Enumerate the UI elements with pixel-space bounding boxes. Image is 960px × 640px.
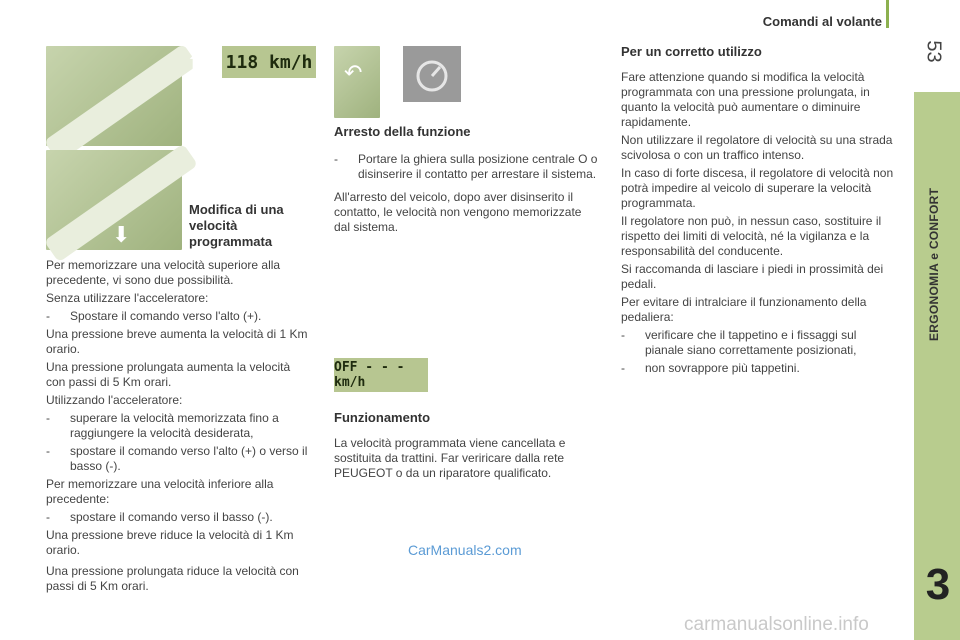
chapter-number: 3 [925, 560, 951, 609]
page-number: 53 [922, 40, 945, 63]
col3-correct-use [621, 44, 895, 379]
col1-paragraph: Senza utilizzare l'acceleratore: [46, 291, 209, 305]
list-item: - Spostare il comando verso l'alto (+). [46, 309, 262, 323]
col1-heading: Modifica di una velocità programmata [189, 202, 284, 249]
list-item: - non sovrappore più tappetini. [621, 361, 800, 375]
col1-body [46, 258, 312, 597]
col1-paragraph: Utilizzando l'acceleratore: [46, 393, 183, 407]
col3-paragraph: Non utilizzare il regolatore di velocità su una strada scivolosa o con un traffico intenso. [621, 133, 893, 162]
col3-paragraph: Si raccomanda di lasciare i piedi in prossimità dei pedali. [621, 262, 884, 291]
col3-paragraph: In caso di forte discesa, il regolatore di velocità non potrà impedire al veicolo di superare la velocità programmata. [621, 166, 894, 210]
list-item: - superare la velocità memorizzata fino a raggiungere la velocità desiderata, [46, 411, 279, 440]
col3-paragraph: Per evitare di intralciare il funzionamento della pedaliera: [621, 295, 867, 324]
col1-paragraph: Una pressione breve aumenta la velocità di 1 Km orario. [46, 327, 308, 356]
lever-down-image [46, 150, 182, 250]
col2-paragraph: La velocità programmata viene cancellata e sostituita da trattini. Far veriricare dalla rete PEUGEOT o da un riparatore qualificato. [334, 436, 566, 480]
watermark-footer: carmanualsonline.info [684, 614, 869, 635]
col3-paragraph: Il regolatore non può, in nessun caso, sostituire il rispetto dei limiti di velocità, né la vigilanza e la responsabilità del conducente. [621, 214, 882, 258]
header-accent-line [886, 0, 889, 28]
list-item: - spostare il comando verso l'alto (+) o verso il basso (-). [46, 444, 308, 473]
col2-heading-stop: Arresto della funzione [334, 124, 471, 139]
col3-paragraph: Fare attenzione quando si modifica la velocità programmata con una pressione prolungata, in quanto la velocità può aumentare o diminuire rapidamente. [621, 70, 870, 129]
col1-paragraph: Una pressione prolungata aumenta la velocità con passi di 5 Km orari. [46, 360, 291, 389]
col1-paragraph: Per memorizzare una velocità inferiore alla precedente: [46, 477, 274, 506]
speedometer-icon [403, 46, 461, 102]
list-item: - verificare che il tappetino e i fissaggi sul pianale siano correttamente posizionati, [621, 328, 857, 357]
lever-up-image [46, 46, 205, 146]
arrow-down-icon: ⬇ [112, 222, 131, 247]
watermark-link[interactable]: CarManuals2.com [408, 542, 522, 558]
col2-function-section [334, 410, 600, 484]
col2-paragraph: All'arresto del veicolo, dopo aver disinserito il contatto, le velocità non vengono memorizzate dal sistema. [334, 190, 582, 234]
lever-ring-image [334, 46, 380, 118]
col2-stop-section [334, 124, 600, 238]
page-header-title: Comandi al volante [762, 14, 882, 29]
col2-heading-function: Funzionamento [334, 410, 431, 425]
rotate-arrow-icon: ↶ [344, 60, 363, 85]
speed-display-image: 118 km/h [222, 46, 316, 78]
chapter-section-label: ERGONOMIA e CONFORT [927, 187, 941, 341]
col1-paragraph: Una pressione breve riduce la velocità di 1 Km orario. [46, 528, 294, 557]
chapter-sidebar [914, 92, 960, 640]
arrow-up-icon: ⬆ [186, 50, 205, 75]
list-item: - Portare la ghiera sulla posizione centrale O o disinserire il contatto per arrestare il sistema. [334, 152, 598, 181]
col1-paragraph: Per memorizzare una velocità superiore alla precedente, vi sono due possibilità. [46, 258, 281, 287]
list-item: - spostare il comando verso il basso (-). [46, 510, 273, 524]
col1-paragraph: Una pressione prolungata riduce la velocità con passi di 5 Km orari. [46, 564, 299, 593]
col3-heading: Per un corretto utilizzo [621, 44, 762, 59]
off-display-image: OFF - - - km/h [334, 358, 428, 392]
